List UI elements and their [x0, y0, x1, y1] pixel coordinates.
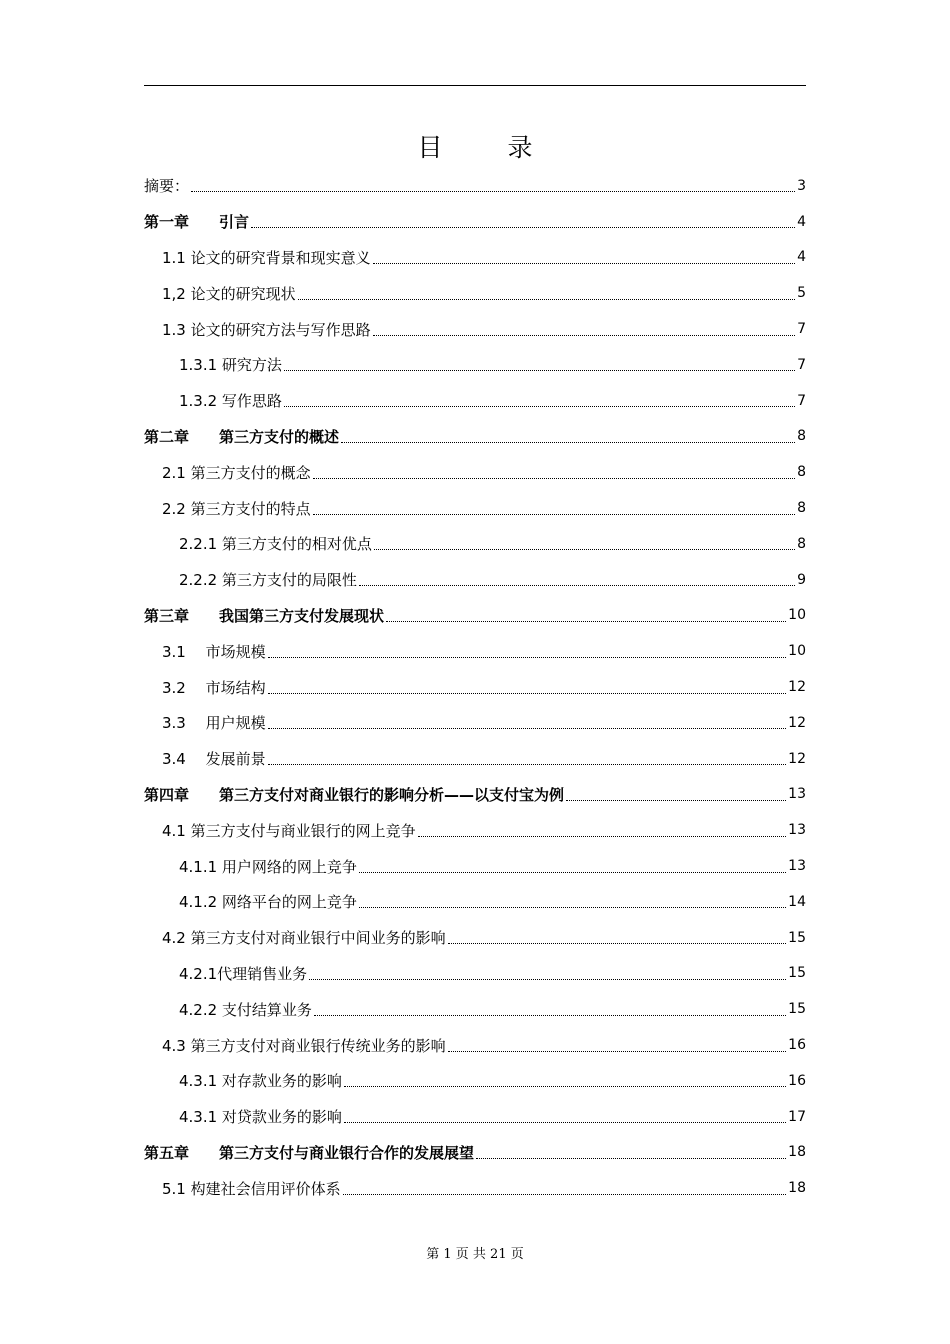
toc-entry-page: 7	[797, 356, 806, 373]
toc-entry[interactable]	[144, 1099, 806, 1135]
toc-entry-label: 2.2.1 第三方支付的相对优点	[179, 535, 372, 554]
toc-entry-page: 10	[788, 607, 806, 624]
toc-leader-dots	[284, 370, 795, 371]
toc-entry-page: 8	[797, 535, 806, 552]
toc-entry[interactable]	[144, 275, 806, 311]
toc-entry[interactable]	[144, 1027, 806, 1063]
toc-entry-page: 15	[788, 929, 806, 946]
toc-entry-label: 1,2 论文的研究现状	[162, 284, 296, 303]
toc-entry-page: 7	[797, 321, 806, 338]
toc-entry-page: 8	[797, 428, 806, 445]
toc-entry-page: 8	[797, 500, 806, 517]
toc-leader-dots	[284, 406, 795, 407]
toc-entry-label: 2.1 第三方支付的概念	[162, 463, 311, 482]
toc-entry-label: 5.1 构建社会信用评价体系	[162, 1179, 341, 1198]
toc-entry-page: 13	[788, 858, 806, 875]
toc-entry-label: 4.1 第三方支付与商业银行的网上竞争	[162, 821, 416, 840]
toc-leader-dots	[309, 979, 786, 980]
toc-entry-page: 13	[788, 822, 806, 839]
toc-entry-label: 1.3.1 研究方法	[179, 356, 282, 375]
toc-entry[interactable]	[144, 956, 806, 992]
toc-leader-dots	[373, 335, 795, 336]
toc-entry-label: 1.1 论文的研究背景和现实意义	[162, 248, 371, 267]
toc-leader-dots	[268, 728, 787, 729]
toc-entry-label: 4.2.1代理销售业务	[179, 964, 308, 983]
toc-leader-dots	[268, 657, 787, 658]
toc-leader-dots	[373, 263, 795, 264]
toc-entry-page: 16	[788, 1037, 806, 1054]
toc-leader-dots	[476, 1158, 786, 1159]
toc-leader-dots	[344, 1122, 786, 1123]
toc-entry[interactable]	[144, 1170, 806, 1206]
toc-entry-page: 8	[797, 464, 806, 481]
toc-leader-dots	[374, 549, 795, 550]
toc-entry[interactable]	[144, 920, 806, 956]
toc-leader-dots	[313, 478, 795, 479]
toc-leader-dots	[448, 1051, 787, 1052]
toc-entry[interactable]	[144, 240, 806, 276]
toc-entry[interactable]	[144, 741, 806, 777]
toc-entry-label: 2.2 第三方支付的特点	[162, 499, 311, 518]
toc-entry[interactable]	[144, 1135, 806, 1171]
toc-leader-dots	[313, 514, 795, 515]
toc-entry-label: 第三章 我国第三方支付发展现状	[144, 606, 385, 625]
toc-entry-page: 9	[797, 571, 806, 588]
toc-entry-label: 3.2 市场结构	[162, 678, 266, 697]
toc-entry-label: 第四章 第三方支付对商业银行的影响分析——以支付宝为例	[144, 785, 565, 804]
table-of-contents	[144, 168, 806, 1206]
toc-leader-dots	[314, 1015, 786, 1016]
toc-entry[interactable]	[144, 311, 806, 347]
toc-leader-dots	[343, 1194, 787, 1195]
toc-entry-label: 2.2.2 第三方支付的局限性	[179, 571, 357, 590]
toc-leader-dots	[298, 299, 795, 300]
toc-leader-dots	[418, 836, 787, 837]
toc-entry-label: 3.3 用户规模	[162, 714, 266, 733]
toc-leader-dots	[359, 585, 795, 586]
toc-leader-dots	[344, 1086, 786, 1087]
toc-entry[interactable]	[144, 991, 806, 1027]
toc-entry-label: 3.1 市场规模	[162, 642, 266, 661]
toc-entry-page: 15	[788, 1001, 806, 1018]
toc-entry-label: 4.1.1 用户网络的网上竞争	[179, 857, 357, 876]
toc-entry-label: 4.3.1 对存款业务的影响	[179, 1072, 342, 1091]
toc-entry-label: 第二章 第三方支付的概述	[144, 427, 340, 446]
toc-entry-page: 18	[788, 1180, 806, 1197]
toc-entry-page: 16	[788, 1072, 806, 1089]
toc-leader-dots	[448, 943, 787, 944]
page-footer: 第 1 页 共 21 页	[426, 1247, 524, 1262]
header-rule	[144, 85, 806, 86]
toc-entry-label: 1.3 论文的研究方法与写作思路	[162, 320, 371, 339]
toc-leader-dots	[341, 442, 795, 443]
toc-entry-label: 第一章 引言	[144, 213, 250, 232]
toc-entry-label: 1.3.2 写作思路	[179, 392, 282, 411]
toc-entry-label: 3.4 发展前景	[162, 750, 266, 769]
toc-entry-label: 4.2.2 支付结算业务	[179, 1000, 312, 1019]
toc-entry[interactable]	[144, 562, 806, 598]
toc-leader-dots	[191, 191, 795, 192]
toc-entry[interactable]	[144, 705, 806, 741]
toc-entry-page: 13	[788, 786, 806, 803]
toc-entry-label: 4.3.1 对贷款业务的影响	[179, 1108, 342, 1127]
toc-entry-page: 15	[788, 965, 806, 982]
toc-entry-page: 3	[797, 177, 806, 194]
toc-leader-dots	[359, 907, 786, 908]
toc-entry-label: 第五章 第三方支付与商业银行合作的发展展望	[144, 1143, 475, 1162]
toc-entry[interactable]	[144, 669, 806, 705]
toc-leader-dots	[359, 872, 786, 873]
toc-entry[interactable]	[144, 490, 806, 526]
toc-entry[interactable]	[144, 777, 806, 813]
toc-entry-page: 17	[788, 1108, 806, 1125]
toc-entry-page: 5	[797, 285, 806, 302]
toc-entry[interactable]	[144, 419, 806, 455]
toc-entry-page: 7	[797, 392, 806, 409]
toc-entry[interactable]	[144, 884, 806, 920]
toc-entry[interactable]	[144, 347, 806, 383]
toc-entry[interactable]	[144, 633, 806, 669]
toc-entry-page: 18	[788, 1144, 806, 1161]
toc-entry[interactable]	[144, 383, 806, 419]
toc-leader-dots	[566, 800, 786, 801]
toc-entry-page: 4	[797, 249, 806, 266]
toc-entry[interactable]	[144, 1063, 806, 1099]
toc-entry-page: 12	[788, 750, 806, 767]
toc-leader-dots	[268, 764, 787, 765]
toc-entry[interactable]	[144, 204, 806, 240]
toc-entry-page: 12	[788, 679, 806, 696]
toc-entry-label: 4.3 第三方支付对商业银行传统业务的影响	[162, 1036, 446, 1055]
toc-entry[interactable]	[144, 598, 806, 634]
toc-entry-label: 摘要：	[144, 177, 190, 196]
toc-entry[interactable]	[144, 454, 806, 490]
toc-entry[interactable]	[144, 848, 806, 884]
toc-leader-dots	[386, 621, 786, 622]
toc-entry-page: 12	[788, 714, 806, 731]
toc-entry[interactable]	[144, 168, 806, 204]
page-title: 目 录	[417, 133, 553, 162]
toc-entry-page: 10	[788, 643, 806, 660]
toc-entry-label: 4.2 第三方支付对商业银行中间业务的影响	[162, 929, 446, 948]
toc-entry[interactable]	[144, 812, 806, 848]
toc-leader-dots	[251, 227, 795, 228]
toc-entry[interactable]	[144, 526, 806, 562]
toc-entry-page: 14	[788, 893, 806, 910]
toc-leader-dots	[268, 693, 787, 694]
toc-entry-label: 4.1.2 网络平台的网上竞争	[179, 893, 357, 912]
toc-entry-page: 4	[797, 213, 806, 230]
